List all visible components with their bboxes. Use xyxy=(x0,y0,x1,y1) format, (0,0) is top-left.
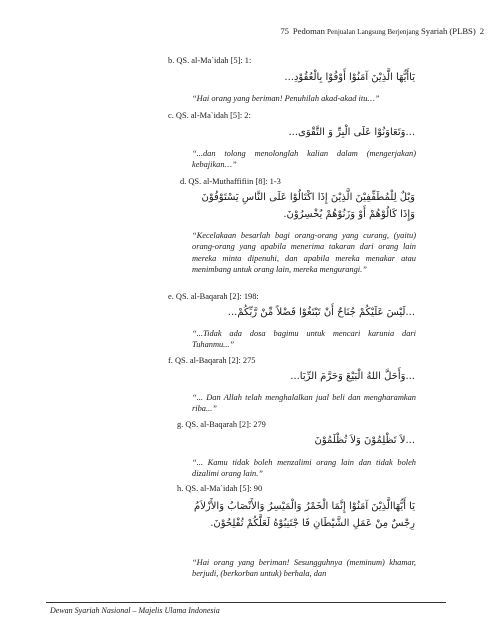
fatwa-number: 75 xyxy=(280,26,289,36)
page-header xyxy=(0,26,484,36)
arabic-verse-h: يَا أَيُّهَاالَّذِيْنَ آمَنُوْا إِنَّمَا الْخَمْرُ وَالْمَيْسِرُ وَالأَنْصَابُ وَالأَزْلاَمُ رِجْسٌ مِنْ عَمَلِ الشَّيْطَانِ فَا جْتَنِبُوْهُ لَعَلَّكُمْ تُفْلِحُوْنَ. xyxy=(194,501,415,529)
header-title-small: Penjualan Langsung Berjenjang xyxy=(327,28,419,36)
verse-reference-d: d. QS. al-Muthaffifiin [8]: 1-3 xyxy=(180,177,281,186)
page-number: 2 xyxy=(479,26,484,36)
header-title-main: Pedoman xyxy=(292,26,325,36)
translation-c: “...dan tolong menolonglah kalian dalam (mengerjakan) kebajikan…” xyxy=(192,149,416,170)
arabic-verse-c: ...وَتَعَاوَنُوْا عَلَى الْبِرِّ وَ التَّقْوَى... xyxy=(288,127,415,138)
translation-b: “Hai orang yang beriman! Penuhilah akad-akad itu…” xyxy=(192,94,380,103)
arabic-verse-d: وَيْلٌ لِلْمُطَفِّفِيْنَ الَّذِيْنَ إِذَا اكْتَالُوْا عَلَى النَّاسِ يَسْتَوْفُوْنَ وَإِذَا كَالُوْهُمْ أَوْ وَزَنُوْهُمْ يُخْسِرُوْنَ. xyxy=(201,192,415,220)
arabic-verse-e: ...لَيْسَ عَلَيْكُمْ جُنَاحٌ أَنْ تَبْتَغُوْا فَضْلاً مِّنْ رَّبِّكُمْ... xyxy=(227,307,415,318)
translation-e: “...Tidak ada dosa bagimu untuk mencari karunia dari Tuhanmu...” xyxy=(192,329,416,350)
verse-reference-g: g. QS. al-Baqarah [2]: 279 xyxy=(177,420,266,429)
verse-reference-e: e. QS. al-Baqarah [2]: 198: xyxy=(168,292,259,301)
verse-reference-b: b. QS. al-Ma`idah [5]: 1: xyxy=(168,56,252,65)
page-footer: Dewan Syariah Nasional – Majelis Ulama Indonesia xyxy=(50,606,220,615)
arabic-verse-b: يَاأَيُّهَا الَّذِيْنَ آمَنُوْا أَوْفُوْا بِالْعُقُوْدِ... xyxy=(284,72,415,83)
verse-reference-f: f. QS. al-Baqarah [2]: 275 xyxy=(168,356,256,365)
arabic-verse-f: ...وَأَحَلَّ اللهُ الْبَيْعَ وَحَرَّمَ الرِّبَا... xyxy=(290,371,415,382)
header-title-end: Syariah (PLBS) xyxy=(421,26,476,36)
translation-d: “Kecelakaan besarlah bagi orang-orang yang curang, (yaitu) orang-orang yang apabila menerima takaran dari orang lain mereka minta dipenuhi, dan apabila mereka menakar atau menimbang untuk orang lain, mereka mengurangi.” xyxy=(192,231,416,275)
translation-f: “... Dan Allah telah menghalalkan jual beli dan mengharamkan riba...” xyxy=(192,393,416,414)
verse-reference-c: c. QS. al-Ma`idah [5]: 2: xyxy=(168,111,251,120)
arabic-verse-g: ...لاَ تَظْلِمُوْنَ وَلاَ تُظْلَمُوْنَ xyxy=(314,435,415,446)
translation-h: “Hai orang yang beriman! Sesungguhnya (meminum) khamar, berjudi, (berkorban untuk) berhala, dan xyxy=(192,558,416,579)
footer-divider xyxy=(46,602,446,603)
verse-reference-h: h. QS. al-Ma`idah [5]: 90 xyxy=(177,484,263,493)
translation-g: “... Kamu tidak boleh menzalimi orang lain dan tidak boleh dizalimi orang lain.” xyxy=(192,458,416,479)
